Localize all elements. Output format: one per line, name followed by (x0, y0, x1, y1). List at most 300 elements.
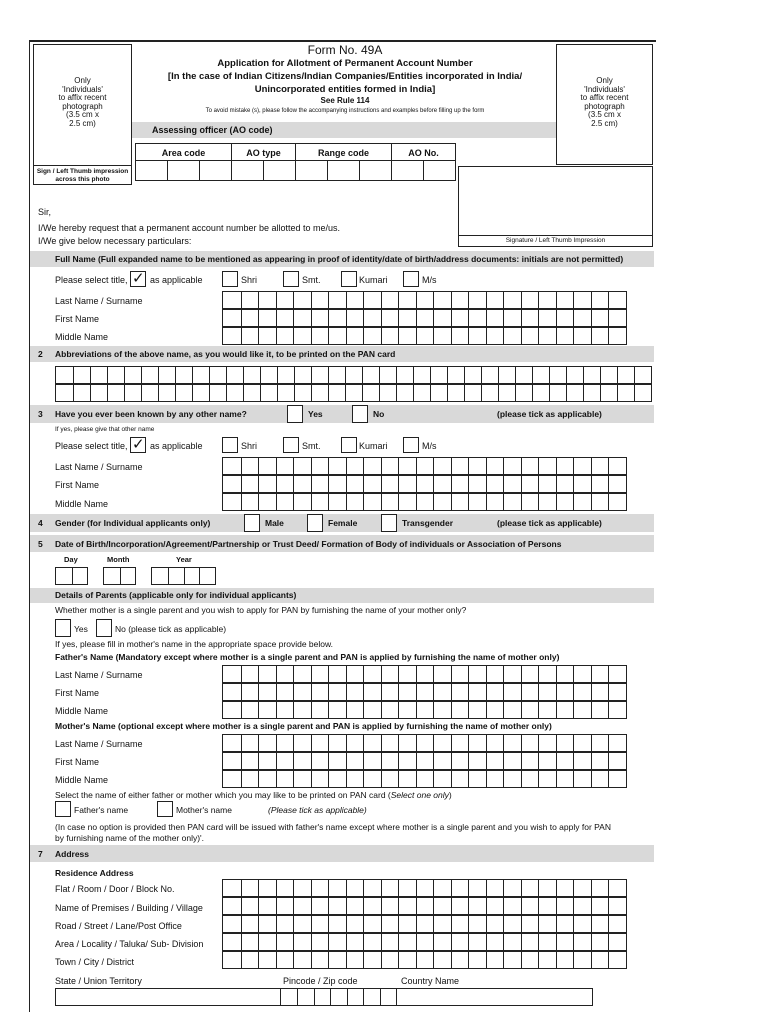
char-cell-divider (241, 476, 242, 492)
sec1-middle-name-field[interactable] (222, 327, 627, 345)
char-cell-divider (73, 385, 74, 401)
char-cell-divider (328, 684, 329, 700)
char-cell-divider (258, 292, 259, 308)
char-cell-divider (241, 702, 242, 718)
address-road-label: Road / Street / Lane/Post Office (55, 921, 182, 931)
char-cell-divider (608, 916, 609, 932)
char-cell-divider (328, 771, 329, 787)
char-cell-divider (608, 292, 609, 308)
char-cell-divider (451, 310, 452, 326)
char-cell-divider (241, 310, 242, 326)
char-cell-divider (451, 476, 452, 492)
mother-first-name-field[interactable] (222, 752, 627, 770)
sec1-as-applicable: as applicable (150, 275, 203, 285)
char-cell-divider (363, 310, 364, 326)
char-cell-divider (556, 310, 557, 326)
char-cell-divider (258, 328, 259, 344)
char-cell-divider (416, 952, 417, 968)
char-cell-divider (573, 494, 574, 510)
char-cell-divider (241, 328, 242, 344)
char-cell-divider (381, 898, 382, 914)
char-cell-divider (521, 458, 522, 474)
char-cell-divider (433, 916, 434, 932)
char-cell-divider (293, 898, 294, 914)
char-cell-divider (608, 494, 609, 510)
char-cell-divider (538, 916, 539, 932)
address-premises-field[interactable] (222, 897, 627, 915)
char-cell-divider (416, 684, 417, 700)
char-cell-divider (311, 898, 312, 914)
mother-last-name-field[interactable] (222, 734, 627, 752)
char-cell-divider (328, 880, 329, 896)
char-cell-divider (72, 568, 73, 584)
char-cell-divider (486, 916, 487, 932)
gender-transgender-checkbox[interactable] (381, 514, 397, 532)
char-cell-divider (293, 476, 294, 492)
sec1-ms-checkbox[interactable] (403, 271, 419, 287)
char-cell-divider (556, 292, 557, 308)
ao-input-grid[interactable] (135, 160, 456, 181)
char-cell-divider (192, 367, 193, 383)
sec3-first-name-label: First Name (55, 480, 100, 490)
char-cell-divider (362, 367, 363, 383)
char-cell-divider (573, 666, 574, 682)
sec3-last-name-field[interactable] (222, 457, 627, 475)
address-town-field[interactable] (222, 951, 627, 969)
char-cell-divider (293, 666, 294, 682)
char-cell-divider (573, 292, 574, 308)
char-cell-divider (538, 494, 539, 510)
char-cell-divider (345, 385, 346, 401)
char-cell-divider (311, 328, 312, 344)
sec1-smt-checkbox[interactable] (283, 271, 299, 287)
char-cell-divider (573, 735, 574, 751)
pincode-field[interactable] (280, 988, 397, 1006)
char-cell-divider (573, 753, 574, 769)
sec3-ms-label: M/s (422, 441, 437, 451)
char-cell-divider (90, 385, 91, 401)
char-cell-divider (503, 916, 504, 932)
char-cell-divider (363, 684, 364, 700)
char-cell-divider (468, 310, 469, 326)
char-cell-divider (398, 771, 399, 787)
char-cell-divider (549, 385, 550, 401)
char-cell-divider (556, 494, 557, 510)
single-parent-no-label: No (please tick as applicable) (115, 624, 227, 634)
sec1-shri-checkbox[interactable] (222, 271, 238, 287)
char-cell-divider (447, 367, 448, 383)
char-cell-divider (451, 934, 452, 950)
char-cell-divider (276, 952, 277, 968)
signature-caption: Signature / Left Thumb Impression (505, 237, 606, 244)
address-road-field[interactable] (222, 915, 627, 933)
char-cell-divider (293, 702, 294, 718)
char-cell-divider (433, 684, 434, 700)
sec3-first-name-field[interactable] (222, 475, 627, 493)
char-cell-divider (430, 385, 431, 401)
char-cell-divider (398, 916, 399, 932)
sec2-abbreviation-row-1[interactable] (55, 366, 652, 384)
print-mother-name-checkbox[interactable] (157, 801, 173, 817)
sec1-middle-name-label: Middle Name (55, 332, 109, 342)
char-cell-divider (328, 934, 329, 950)
char-cell-divider (381, 310, 382, 326)
char-cell-divider (433, 310, 434, 326)
char-cell-divider (521, 702, 522, 718)
mother-middle-name-label: Middle Name (55, 775, 109, 785)
char-cell-divider (258, 494, 259, 510)
char-cell-divider (486, 684, 487, 700)
char-cell-divider (381, 916, 382, 932)
char-cell-divider (381, 753, 382, 769)
char-cell-divider (451, 292, 452, 308)
char-cell-divider (363, 494, 364, 510)
sec1-title-checkbox[interactable] (130, 271, 146, 287)
char-cell-divider (430, 367, 431, 383)
char-cell-divider (503, 771, 504, 787)
char-cell-divider (363, 476, 364, 492)
char-cell-divider (346, 735, 347, 751)
char-cell-divider (241, 753, 242, 769)
dob-day-field[interactable] (55, 567, 88, 585)
char-cell-divider (314, 989, 315, 1005)
char-cell-divider (416, 328, 417, 344)
char-cell-divider (276, 292, 277, 308)
char-cell-divider (468, 666, 469, 682)
char-cell-divider (634, 367, 635, 383)
char-cell-divider (566, 367, 567, 383)
char-cell-divider (433, 328, 434, 344)
char-cell-divider (468, 458, 469, 474)
print-father-name-label: Father's name (74, 805, 129, 815)
char-cell-divider (363, 916, 364, 932)
char-cell-divider (451, 916, 452, 932)
char-cell-divider (346, 702, 347, 718)
char-cell-divider (486, 310, 487, 326)
char-cell-divider (209, 385, 210, 401)
dob-month-field[interactable] (103, 567, 136, 585)
char-cell-divider (276, 771, 277, 787)
char-cell-divider (521, 684, 522, 700)
char-cell-divider (608, 328, 609, 344)
sec3-middle-name-label: Middle Name (55, 499, 109, 509)
char-cell-divider (241, 494, 242, 510)
char-cell-divider (573, 898, 574, 914)
char-cell-divider (311, 385, 312, 401)
gender-male-checkbox[interactable] (244, 514, 260, 532)
char-cell-divider (346, 771, 347, 787)
char-cell-divider (608, 684, 609, 700)
check-icon: ✓ (132, 436, 145, 453)
char-cell-divider (433, 934, 434, 950)
char-cell-divider (346, 292, 347, 308)
char-cell-divider (311, 916, 312, 932)
address-area-field[interactable] (222, 933, 627, 951)
char-cell-divider (293, 494, 294, 510)
char-cell-divider (468, 292, 469, 308)
char-cell-divider (617, 367, 618, 383)
char-cell-divider (311, 934, 312, 950)
intro-line-1: I/We hereby request that a permanent account number be allotted to me/us. (38, 223, 341, 233)
char-cell-divider (328, 735, 329, 751)
char-cell-divider (549, 367, 550, 383)
sec7-band (30, 845, 654, 862)
char-cell-divider (608, 771, 609, 787)
char-cell-divider (608, 880, 609, 896)
char-cell-divider (556, 476, 557, 492)
dob-month-label: Month (107, 555, 130, 564)
char-cell-divider (608, 666, 609, 682)
char-cell-divider (398, 328, 399, 344)
dob-year-label: Year (176, 555, 192, 564)
char-cell-divider (293, 771, 294, 787)
char-cell-divider (293, 458, 294, 474)
char-cell-divider (294, 367, 295, 383)
sec1-first-name-field[interactable] (222, 309, 627, 327)
char-cell-divider (521, 735, 522, 751)
char-cell-divider (258, 702, 259, 718)
char-cell-divider (381, 702, 382, 718)
char-cell-divider (608, 934, 609, 950)
char-cell-divider (398, 898, 399, 914)
sec7-title: Address (55, 849, 90, 859)
char-cell-divider (538, 476, 539, 492)
char-cell-divider (556, 880, 557, 896)
char-cell-divider (73, 367, 74, 383)
char-cell-divider (521, 292, 522, 308)
print-name-tick-note: (Please tick as applicable) (268, 805, 367, 815)
char-cell-divider (591, 684, 592, 700)
sec3-no-checkbox[interactable] (352, 405, 368, 423)
char-cell-divider (538, 880, 539, 896)
char-cell-divider (451, 458, 452, 474)
single-parent-yes-checkbox[interactable] (55, 619, 71, 637)
char-cell-divider (486, 771, 487, 787)
char-cell-divider (464, 385, 465, 401)
sec3-smt-label: Smt. (302, 441, 321, 451)
char-cell-divider (591, 494, 592, 510)
sec3-smt-checkbox[interactable] (283, 437, 299, 453)
photo-box-left: Only 'Individuals' to affix recent photograph (3.5 cm x 2.5 cm) Sign / Left Thumb impression across this photo (33, 44, 132, 185)
ao-title: Assessing officer (AO code) (152, 125, 273, 135)
gender-transgender-label: Transgender (402, 518, 454, 528)
char-cell-divider (433, 952, 434, 968)
sec3-title-checkbox[interactable] (130, 437, 146, 453)
sec3-kumari-checkbox[interactable] (341, 437, 357, 453)
char-cell-divider (538, 753, 539, 769)
char-cell-divider (346, 898, 347, 914)
char-cell-divider (481, 385, 482, 401)
char-cell-divider (591, 292, 592, 308)
char-cell-divider (381, 880, 382, 896)
char-cell-divider (398, 310, 399, 326)
sec3-select-title: Please select title, (55, 441, 128, 451)
dob-year-field[interactable] (151, 567, 216, 585)
ao-col-ao-no: AO No. (408, 148, 439, 158)
char-cell-divider (293, 292, 294, 308)
char-cell-divider (416, 476, 417, 492)
char-cell-divider (124, 367, 125, 383)
ao-col-ao-type: AO type (246, 148, 281, 158)
sec1-kumari-checkbox[interactable] (341, 271, 357, 287)
char-cell-divider (184, 568, 185, 584)
char-cell-divider (503, 702, 504, 718)
char-cell-divider (293, 753, 294, 769)
sec3-middle-name-field[interactable] (222, 493, 627, 511)
char-cell-divider (346, 310, 347, 326)
father-last-name-field[interactable] (222, 665, 627, 683)
sign-caption-2: across this photo (55, 176, 110, 183)
char-cell-divider (241, 880, 242, 896)
char-cell-divider (328, 328, 329, 344)
char-cell-divider (468, 898, 469, 914)
char-cell-divider (297, 989, 298, 1005)
char-cell-divider (346, 880, 347, 896)
char-cell-divider (311, 771, 312, 787)
sec3-ms-checkbox[interactable] (403, 437, 419, 453)
char-cell-divider (521, 476, 522, 492)
sec4-title: Gender (for Individual applicants only) (55, 518, 211, 528)
char-cell-divider (591, 310, 592, 326)
char-cell-divider (311, 702, 312, 718)
sec2-number: 2 (38, 349, 43, 359)
char-cell-divider (608, 952, 609, 968)
sec1-last-name-field[interactable] (222, 291, 627, 309)
gender-female-checkbox[interactable] (307, 514, 323, 532)
char-cell-divider (346, 934, 347, 950)
char-cell-divider (107, 367, 108, 383)
char-cell-divider (591, 880, 592, 896)
char-cell-divider (591, 666, 592, 682)
address-flat-field[interactable] (222, 879, 627, 897)
char-cell-divider (532, 385, 533, 401)
char-cell-divider (486, 458, 487, 474)
char-cell-divider (451, 735, 452, 751)
char-cell-divider (451, 666, 452, 682)
char-cell-divider (433, 753, 434, 769)
sec6-footnote-2: by furnishing name of the mother only)'. (55, 833, 205, 843)
char-cell-divider (556, 666, 557, 682)
char-cell-divider (124, 385, 125, 401)
char-cell-divider (363, 753, 364, 769)
char-cell-divider (556, 771, 557, 787)
char-cell-divider (503, 310, 504, 326)
sec3-tick-note: (please tick as applicable) (497, 409, 602, 419)
char-cell-divider (258, 458, 259, 474)
char-cell-divider (199, 568, 200, 584)
char-cell-divider (276, 880, 277, 896)
char-cell-divider (433, 666, 434, 682)
sec3-yes-checkbox[interactable] (287, 405, 303, 423)
char-cell-divider (258, 310, 259, 326)
char-cell-divider (608, 898, 609, 914)
char-cell-divider (521, 666, 522, 682)
sec2-title: Abbreviations of the above name, as you would like it, to be printed on the PAN card (55, 349, 396, 359)
char-cell-divider (591, 476, 592, 492)
char-cell-divider (311, 310, 312, 326)
char-cell-divider (591, 916, 592, 932)
single-parent-no-checkbox[interactable] (96, 619, 112, 637)
char-cell-divider (276, 684, 277, 700)
char-cell-divider (416, 494, 417, 510)
char-cell-divider (120, 568, 121, 584)
char-cell-divider (294, 385, 295, 401)
sec1-kumari-label: Kumari (359, 275, 388, 285)
char-cell-divider (141, 385, 142, 401)
char-cell-divider (363, 934, 364, 950)
char-cell-divider (363, 328, 364, 344)
signature-box[interactable] (458, 166, 653, 247)
father-last-name-label: Last Name / Surname (55, 670, 143, 680)
char-cell-divider (468, 952, 469, 968)
char-cell-divider (583, 367, 584, 383)
char-cell-divider (503, 735, 504, 751)
char-cell-divider (226, 385, 227, 401)
sec3-as-applicable: as applicable (150, 441, 203, 451)
char-cell-divider (573, 328, 574, 344)
char-cell-divider (503, 898, 504, 914)
sec3-shri-checkbox[interactable] (222, 437, 238, 453)
char-cell-divider (276, 310, 277, 326)
char-cell-divider (293, 735, 294, 751)
char-cell-divider (330, 989, 331, 1005)
char-cell-divider (538, 702, 539, 718)
sec2-abbreviation-row-2[interactable] (55, 384, 652, 402)
char-cell-divider (451, 684, 452, 700)
sec1-ms-label: M/s (422, 275, 437, 285)
char-cell-divider (293, 684, 294, 700)
sec3-kumari-label: Kumari (359, 441, 388, 451)
char-cell-divider (141, 367, 142, 383)
char-cell-divider (416, 735, 417, 751)
address-town-label: Town / City / District (55, 957, 135, 967)
father-first-name-field[interactable] (222, 683, 627, 701)
mother-middle-name-field[interactable] (222, 770, 627, 788)
char-cell-divider (433, 898, 434, 914)
father-middle-name-field[interactable] (222, 701, 627, 719)
char-cell-divider (276, 476, 277, 492)
form-note: To avoid mistake (s), please follow the accompanying instructions and examples before filling up the form (205, 108, 485, 114)
char-cell-divider (416, 898, 417, 914)
char-cell-divider (591, 771, 592, 787)
sec3-last-name-label: Last Name / Surname (55, 462, 143, 472)
char-cell-divider (328, 367, 329, 383)
pincode-label: Pincode / Zip code (283, 976, 358, 986)
sec3-if-yes: If yes, please give that other name (55, 426, 155, 433)
form-subtitle-1: [In the case of Indian Citizens/Indian Companies/Entities incorporated in India/ (167, 71, 523, 82)
char-cell-divider (260, 385, 261, 401)
char-cell-divider (276, 916, 277, 932)
char-cell-divider (328, 898, 329, 914)
char-cell-divider (398, 476, 399, 492)
char-cell-divider (90, 367, 91, 383)
char-cell-divider (398, 494, 399, 510)
char-cell-divider (521, 880, 522, 896)
char-cell-divider (433, 494, 434, 510)
char-cell-divider (416, 771, 417, 787)
char-cell-divider (464, 367, 465, 383)
char-cell-divider (293, 916, 294, 932)
char-cell-divider (538, 310, 539, 326)
print-father-name-checkbox[interactable] (55, 801, 71, 817)
char-cell-divider (451, 880, 452, 896)
char-cell-divider (503, 952, 504, 968)
char-cell-divider (634, 385, 635, 401)
char-cell-divider (168, 568, 169, 584)
char-cell-divider (433, 476, 434, 492)
rule-ref: See Rule 114 (320, 96, 370, 105)
ao-col-area-code: Area code (161, 148, 206, 158)
